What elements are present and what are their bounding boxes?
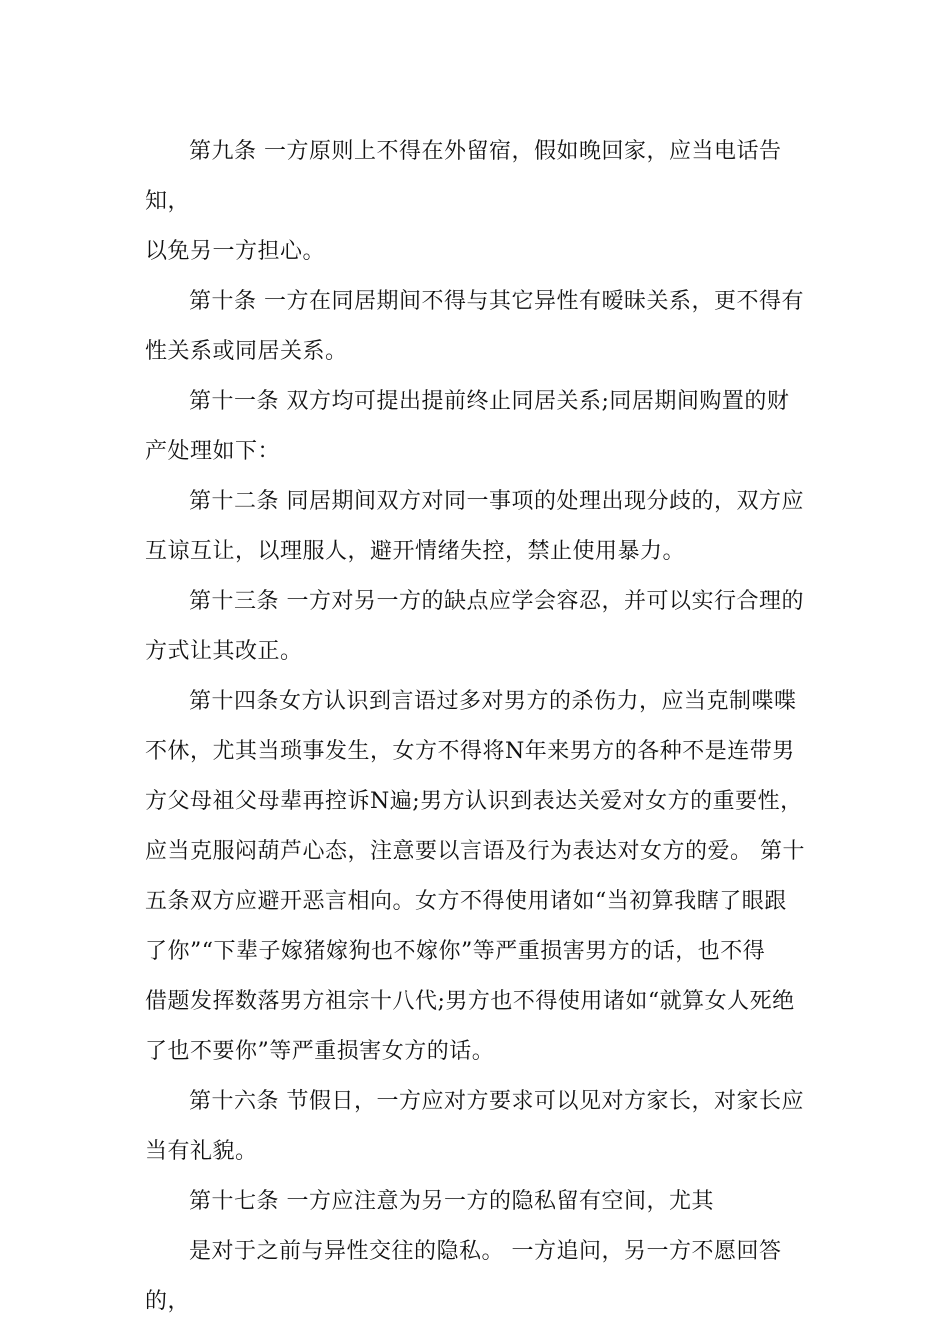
article-12 bbox=[145, 477, 825, 577]
article-13-line-1: 第十三条 一方对另一方的缺点应学会容忍，并可以实行合理的 bbox=[189, 589, 804, 614]
article-9-line-2: 以免另一方担心。 bbox=[145, 239, 326, 264]
article-10-line-1: 第十条 一方在同居期间不得与其它异性有暧昧关系，更不得有 bbox=[189, 289, 804, 314]
article-10 bbox=[145, 277, 825, 377]
article-10-line-2: 性关系或同居关系。 bbox=[145, 339, 348, 364]
article-14-line-5: 五条双方应避开恶言相向。女方不得使用诸如“当初算我瞎了眼跟 bbox=[145, 889, 787, 914]
article-14-line-3: 方父母祖父母辈再控诉N遍;男方认识到表达关爱对女方的重要性， bbox=[145, 789, 803, 814]
article-14-line-6: 了你”“下辈子嫁猪嫁狗也不嫁你”等严重损害男方的话，也不得 bbox=[145, 939, 766, 964]
article-11-line-1: 第十一条 双方均可提出提前终止同居关系;同居期间购置的财 bbox=[189, 389, 790, 414]
article-17-line-2: 是对于之前与异性交往的隐私。 一方追问，另一方不愿回答的， bbox=[145, 1239, 782, 1314]
article-9-line-1: 第九条 一方原则上不得在外留宿，假如晚回家，应当电话告知， bbox=[145, 139, 782, 214]
article-14-line-2: 不休，尤其当琐事发生，女方不得将N年来男方的各种不是连带男 bbox=[145, 739, 795, 764]
article-14-15 bbox=[145, 677, 825, 1077]
article-13 bbox=[145, 577, 825, 677]
article-16 bbox=[145, 1077, 825, 1177]
article-14-line-8: 了也不要你”等严重损害女方的话。 bbox=[145, 1039, 495, 1064]
article-17-continued bbox=[145, 1227, 825, 1327]
article-11-line-2: 产处理如下： bbox=[145, 439, 281, 464]
article-16-line-2: 当有礼貌。 bbox=[145, 1139, 258, 1164]
article-14-line-7: 借题发挥数落男方祖宗十八代;男方也不得使用诸如“就算女人死绝 bbox=[145, 989, 795, 1014]
article-14-line-1: 第十四条女方认识到言语过多对男方的杀伤力，应当克制喋喋 bbox=[189, 689, 797, 714]
article-14-line-4: 应当克服闷葫芦心态，注意要以言语及行为表达对女方的爱。 第十 bbox=[145, 839, 805, 864]
document-body bbox=[145, 127, 825, 1327]
article-12-line-2: 互谅互让，以理服人，避开情绪失控，禁止使用暴力。 bbox=[145, 539, 686, 564]
article-16-line-1: 第十六条 节假日，一方应对方要求可以见对方家长，对家长应 bbox=[189, 1089, 804, 1114]
article-13-line-2: 方式让其改正。 bbox=[145, 639, 303, 664]
article-12-line-1: 第十二条 同居期间双方对同一事项的处理出现分歧的，双方应 bbox=[189, 489, 804, 514]
article-9 bbox=[145, 127, 825, 277]
article-11 bbox=[145, 377, 825, 477]
article-17-line-1: 第十七条 一方应注意为另一方的隐私留有空间，尤其 bbox=[189, 1189, 714, 1214]
article-17 bbox=[145, 1177, 825, 1227]
